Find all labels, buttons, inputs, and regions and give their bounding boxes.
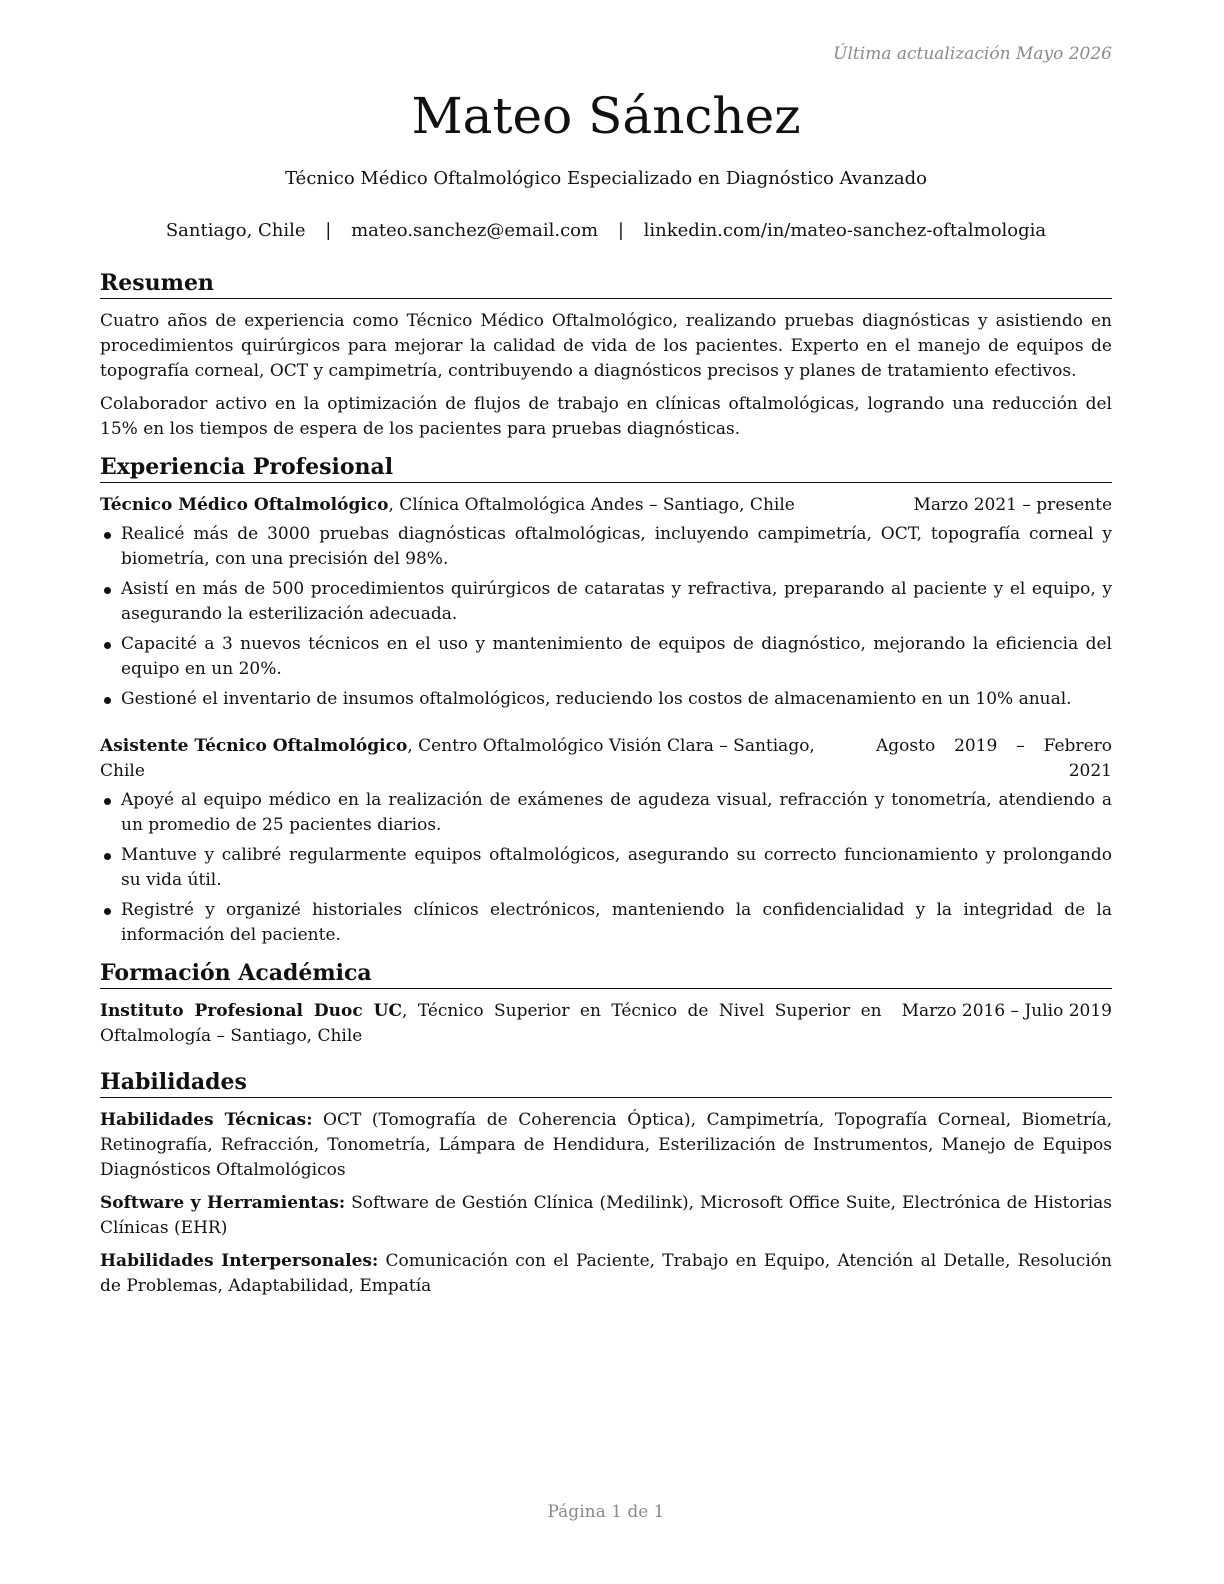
job-bullets [100,788,1112,948]
resume-content [100,268,1112,1309]
skill-line [100,1108,1112,1183]
skill-line [100,1191,1112,1241]
job-entry [100,734,1112,948]
education-institution: Instituto Profesional Duoc UC [100,1001,402,1021]
contact-line [100,218,1112,244]
skill-label: Software y Herramientas: [100,1193,346,1213]
skill-line [100,1249,1112,1299]
job-dates: Marzo 2021 – presente [913,495,1112,515]
contact-email-link[interactable]: mateo.sanchez@email.com [351,220,599,241]
skill-label: Habilidades Interpersonales: [100,1251,379,1271]
section-title: Experiencia Profesional [100,452,1112,483]
skill-label: Habilidades Técnicas: [100,1110,313,1130]
job-header [100,493,1112,518]
education-section [100,958,1112,1049]
job-place: , Centro Oftalmológico Visión Clara – Santiago, Chile [100,736,815,781]
job-entry [100,493,1112,712]
list-item: Asistí en más de 500 procedimientos quirúrgicos de cataratas y refractiva, preparando al paciente y el equipo, y asegurando la esterilización adecuada. [100,577,1112,627]
contact-separator: | [617,220,624,241]
education-degree: , Técnico Superior en Técnico de Nivel Superior en Oftalmología – Santiago, Chile [100,1001,882,1046]
list-item: Apoyé al equipo médico en la realización de exámenes de agudeza visual, refracción y tonometría, atendiendo a un promedio de 25 pacientes diarios. [100,788,1112,838]
job-role: Técnico Médico Oftalmológico [100,495,389,515]
summary-section [100,268,1112,442]
job-role: Asistente Técnico Oftalmológico [100,736,408,756]
education-dates: Marzo 2016 – Julio 2019 [901,1001,1112,1021]
resume-page [100,0,1112,1584]
section-title: Resumen [100,268,1112,299]
section-title: Formación Académica [100,958,1112,989]
list-item: Realicé más de 3000 pruebas diagnósticas oftalmológicas, incluyendo campimetría, OCT, topografía corneal y biometría, con una precisión del 98%. [100,522,1112,572]
education-entry [100,999,1112,1049]
last-updated: Última actualización Mayo 2026 [833,44,1112,64]
skills-section [100,1067,1112,1299]
summary-paragraph: Colaborador activo en la optimización de flujos de trabajo en clínicas oftalmológicas, logrando una reducción del 15% en los tiempos de espera de los pacientes para pruebas diagnósticas. [100,394,1112,439]
candidate-subtitle: Técnico Médico Oftalmológico Especializado en Diagnóstico Avanzado [285,168,927,189]
list-item: Capacité a 3 nuevos técnicos en el uso y mantenimiento de equipos de diagnóstico, mejorando la eficiencia del equipo en un 20%. [100,632,1112,682]
contact-separator: | [325,220,332,241]
summary-paragraph: Cuatro años de experiencia como Técnico Médico Oftalmológico, realizando pruebas diagnósticas y asistiendo en procedimientos quirúrgicos para mejorar la calidad de vida de los pacientes. Experto en el manejo de equipos de topografía corneal, OCT y campimetría, contribuyendo a diagnósticos precisos y planes de tratamiento efectivos. [100,311,1112,381]
skill-text: OCT (Tomografía de Coherencia Óptica), Campimetría, Topografía Corneal, Biometría, Retinografía, Refracción, Tonometría, Lámpara de Hendidura, Esterilización de Instrumentos, Manejo de Equipos Diagnósticos Oftalmológicos [100,1110,1112,1180]
skill-text: Software de Gestión Clínica (Medilink), Microsoft Office Suite, Electrónica de Historias Clínicas (EHR) [100,1193,1112,1238]
contact-location: Santiago, Chile [165,220,306,241]
list-item: Gestioné el inventario de insumos oftalmológicos, reduciendo los costos de almacenamiento en un 10% anual. [100,687,1112,712]
candidate-name: Mateo Sánchez [411,87,801,145]
contact-linkedin-link[interactable]: linkedin.com/in/mateo-sanchez-oftalmologia [643,220,1047,241]
job-bullets [100,522,1112,712]
list-item: Mantuve y calibré regularmente equipos oftalmológicos, asegurando su correcto funcionamiento y prolongando su vida útil. [100,843,1112,893]
page-number: Página 1 de 1 [547,1502,665,1522]
job-dates: Agosto 2019 – Febrero 2021 [876,736,1112,781]
job-header [100,734,1112,784]
experience-section [100,452,1112,948]
skill-text: Comunicación con el Paciente, Trabajo en Equipo, Atención al Detalle, Resolución de Problemas, Adaptabilidad, Empatía [100,1251,1112,1296]
section-title: Habilidades [100,1067,1112,1098]
job-place: , Clínica Oftalmológica Andes – Santiago, Chile [388,495,795,515]
list-item: Registré y organizé historiales clínicos electrónicos, manteniendo la confidencialidad y la integridad de la información del paciente. [100,898,1112,948]
